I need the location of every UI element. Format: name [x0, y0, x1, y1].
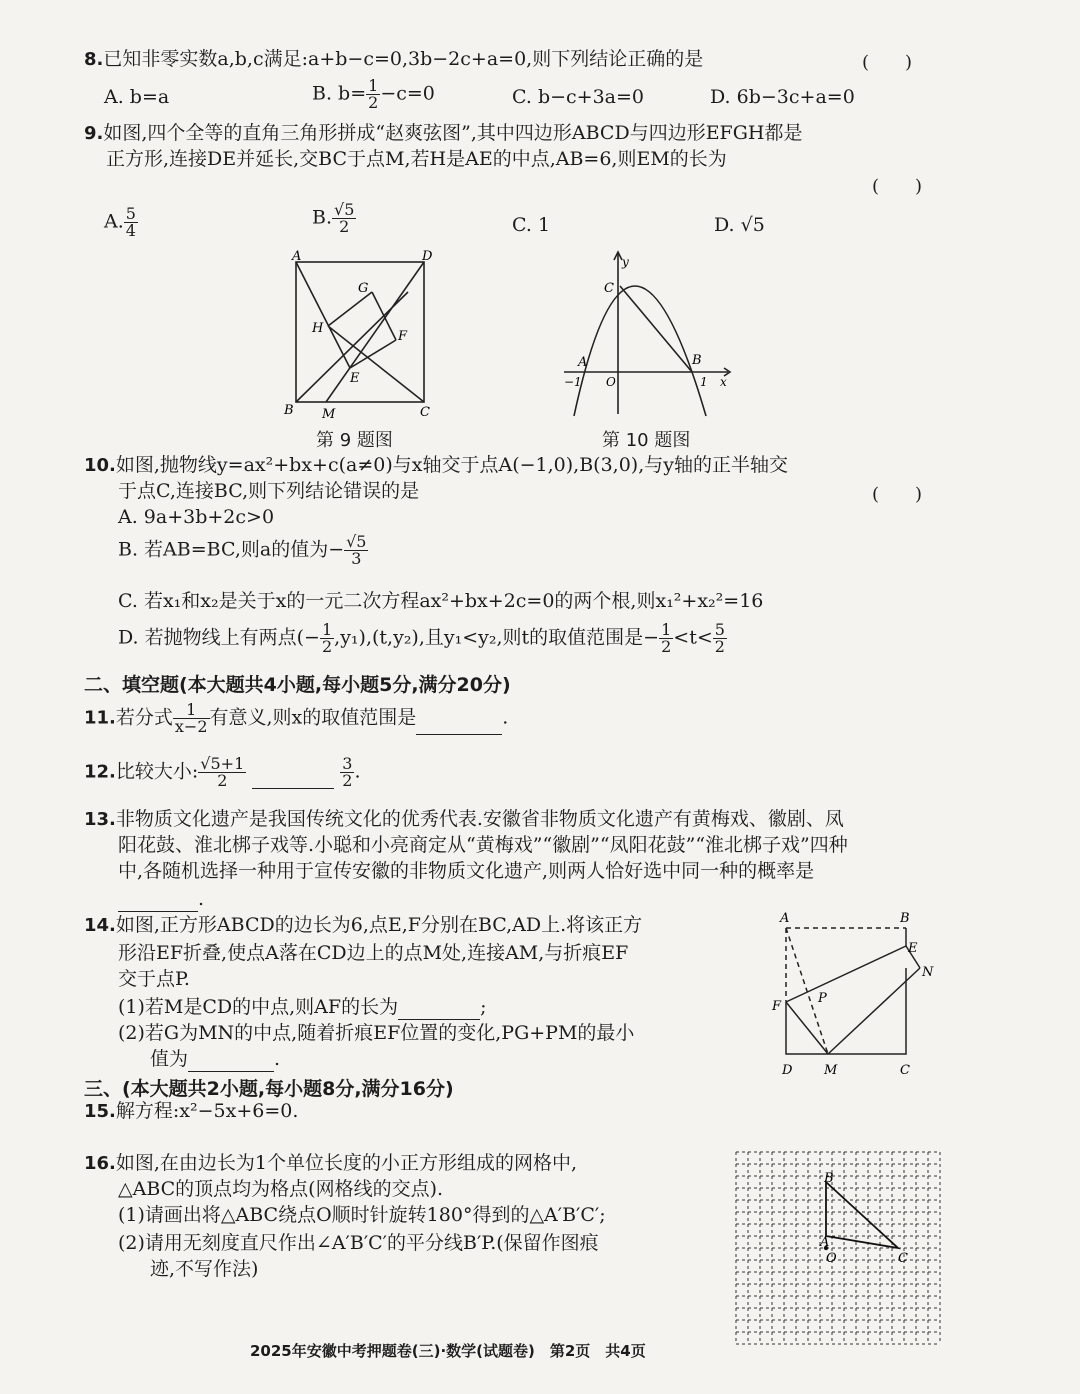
fig10-label-neg1: −1	[564, 375, 582, 389]
figure-14-diagram	[768, 906, 948, 1082]
frac-den: x−2	[174, 717, 208, 736]
q16-sub1: (1)请画出将△ABC绕点O顺时针旋转180°得到的△A′B′C′;	[118, 1204, 606, 1226]
fig9-label-a: A	[292, 249, 302, 264]
page-footer: 2025年安徽中考押题卷(三)·数学(试题卷) 第2页 共4页	[250, 1342, 646, 1360]
q16-sub2b: 迹,不写作法)	[150, 1258, 259, 1280]
q14-sub1	[118, 994, 487, 1020]
q8-option-d: D. 6b−3c+a=0	[710, 86, 855, 108]
fig9-label-d: D	[422, 249, 433, 264]
q14-sub2-end: .	[274, 1048, 281, 1070]
q9-line1-text: 如图,四个全等的直角三角形拼成“赵爽弦图”,其中四边形ABCD与四边形EFGH都是	[103, 122, 803, 144]
q10-option-d-frac1	[320, 622, 334, 655]
fig14-label-f: F	[772, 999, 782, 1014]
frac-num: √5	[334, 200, 355, 219]
frac-den: 2	[661, 637, 672, 656]
q8-option-b	[312, 78, 435, 111]
q14-sub2-answer-blank[interactable]	[188, 1051, 274, 1072]
q8-option-b-tail: −c=0	[380, 82, 435, 105]
fig10-label-a: A	[578, 355, 588, 370]
q13-line1-text: 非物质文化遗产是我国传统文化的优秀代表.安徽省非物质文化遗产有黄梅戏、徽剧、凤	[115, 808, 844, 830]
q12-frac2	[340, 756, 354, 789]
frac-den: 4	[125, 221, 136, 240]
figure-9-caption: 第 9 题图	[316, 430, 393, 451]
q9-option-b-label: B.	[312, 206, 333, 229]
frac-den: 2	[368, 93, 379, 112]
fig9-label-h: H	[312, 321, 324, 336]
parabola-curve	[574, 286, 706, 416]
q16-line1	[84, 1150, 577, 1177]
fig9-label-f: F	[398, 329, 408, 344]
fig14-label-m: M	[824, 1063, 838, 1078]
figure-10-caption: 第 10 题图	[602, 430, 691, 451]
frac-num: 1	[368, 76, 379, 95]
q10-option-d-part3: <t<	[673, 626, 713, 649]
q10-option-a: A. 9a+3b+2c>0	[118, 506, 275, 528]
frac-num: 5	[125, 204, 136, 223]
frac-num: 1	[321, 620, 333, 639]
fig9-label-e: E	[350, 371, 360, 386]
q13-line3: 中,各随机选择一种用于宣传安徽的非物质文化遗产,则两人恰好选中同一种的概率是	[118, 860, 815, 882]
q12	[84, 756, 361, 789]
q14-line2: 形沿EF折叠,使点A落在CD边上的点M处,连接AM,与折痕EF	[118, 942, 629, 964]
q9-option-d: D. √5	[714, 214, 765, 236]
q12-number: 12.	[84, 761, 116, 783]
q8-answer-paren: ( )	[862, 52, 913, 73]
q9-line2: 正方形,连接DE并延长,交BC于点M,若H是AE的中点,AB=6,则EM的长为	[106, 148, 727, 170]
q13-answer-blank[interactable]	[118, 893, 198, 912]
q16-line1-text: 如图,在由边长为1个单位长度的小正方形组成的网格中,	[115, 1152, 578, 1174]
figure-10-diagram	[560, 246, 750, 422]
fig16-label-a: A	[820, 1235, 830, 1250]
q11	[84, 702, 508, 735]
frac-den: 2	[198, 772, 246, 789]
triangle-abc	[826, 1182, 898, 1248]
figure-9-diagram	[270, 246, 450, 422]
fig10-label-x: x	[720, 375, 727, 389]
frac-den: 2	[332, 218, 356, 235]
q10-line2: 于点C,连接BC,则下列结论错误的是	[118, 480, 420, 502]
q9-option-a-frac	[124, 206, 138, 239]
frac-num: √5	[346, 532, 367, 551]
fig14-label-b: B	[900, 911, 910, 926]
q8-stem-text: 已知非零实数a,b,c满足:a+b−c=0,3b−2c+a=0,则下列结论正确的是	[103, 48, 704, 70]
frac-num: 3	[342, 754, 353, 773]
q10-option-d-part2: ,y₁),(t,y₂),且y₁<y₂,则t的取值范围是−	[334, 626, 660, 649]
q11-frac	[173, 702, 210, 735]
q9-line1	[84, 120, 803, 147]
q12-frac1	[198, 756, 246, 789]
q8-stem	[84, 46, 703, 73]
frac-num: 1	[186, 700, 197, 719]
q14-sub2b-text: 值为	[150, 1048, 189, 1070]
q10-option-c: C. 若x₁和x₂是关于x的一元二次方程ax²+bx+2c=0的两个根,则x₁²+x₂²=16	[118, 590, 764, 612]
q15	[84, 1098, 298, 1125]
segment-hg	[328, 292, 372, 326]
q10-line1	[84, 452, 788, 479]
frac-den: 3	[344, 550, 368, 567]
section-2-heading: 二、填空题(本大题共4小题,每小题5分,满分20分)	[84, 674, 511, 696]
q11-post: 有意义,则x的取值范围是	[209, 706, 417, 729]
frac-den: 2	[714, 637, 725, 656]
frac-num: 5	[714, 620, 725, 639]
q9-option-b	[312, 202, 356, 235]
segment-dm	[326, 262, 424, 402]
q8-option-a: A. b=a	[104, 86, 170, 108]
q12-pre: 比较大小:	[115, 760, 199, 783]
fig10-label-origin: O	[606, 375, 616, 389]
q8-option-b-text: B. b=	[312, 82, 367, 105]
q14-sub2b	[150, 1046, 280, 1072]
q13-line2: 阳花鼓、淮北梆子戏等.小聪和小亮商定从“黄梅戏”“徽剧”“凤阳花鼓”“淮北梆子戏”四种	[118, 834, 848, 856]
fig14-label-e: E	[908, 941, 918, 956]
q10-line1-text: 如图,抛物线y=ax²+bx+c(a≠0)与x轴交于点A(−1,0),B(3,0),与y轴的正半轴交	[115, 454, 788, 476]
frac-num: √5+1	[200, 754, 245, 773]
q10-option-b-text: B. 若AB=BC,则a的值为−	[118, 538, 345, 561]
q9-option-a-label: A.	[104, 210, 124, 233]
q10-option-b	[118, 534, 368, 567]
q9-option-c: C. 1	[512, 214, 551, 236]
fig14-label-n: N	[922, 965, 934, 980]
q9-number: 9.	[84, 123, 104, 144]
q9-answer-paren: ( )	[872, 176, 923, 197]
q9-option-a	[104, 206, 138, 239]
fig10-label-one: 1	[700, 375, 708, 389]
q14-sub1-answer-blank[interactable]	[398, 999, 480, 1020]
fig10-label-c: C	[604, 281, 614, 296]
segment-fm	[786, 1002, 828, 1054]
q16-sub2: (2)请用无刻度直尺作出∠A′B′C′的平分线B′P.(保留作图痕	[118, 1232, 599, 1254]
q13-answer	[118, 886, 204, 912]
fig14-label-a: A	[780, 911, 790, 926]
q11-number: 11.	[84, 707, 116, 729]
q16-number: 16.	[84, 1153, 116, 1174]
fig9-label-g: G	[358, 281, 369, 296]
q10-option-d	[118, 622, 727, 655]
fig9-label-b: B	[284, 403, 294, 418]
segment-hc	[328, 326, 424, 402]
q12-end: .	[354, 760, 361, 783]
q10-option-b-frac	[344, 534, 368, 567]
frac-den: 2	[342, 771, 353, 790]
q9-option-b-frac	[332, 202, 356, 235]
q11-pre: 若分式	[115, 706, 173, 729]
grid-lines	[736, 1152, 940, 1344]
fig16-label-c: C	[898, 1251, 908, 1266]
q8-number: 8.	[84, 49, 104, 70]
section-3-heading: 三、(本大题共2小题,每小题8分,满分16分)	[84, 1078, 454, 1100]
q8-option-c: C. b−c+3a=0	[512, 86, 645, 108]
fig14-label-d: D	[782, 1063, 793, 1078]
fig9-label-c: C	[420, 405, 430, 420]
fig10-label-b: B	[692, 353, 702, 368]
fig9-label-m: M	[322, 407, 336, 422]
fig14-label-p: P	[818, 991, 827, 1006]
q11-answer-blank[interactable]	[416, 714, 502, 735]
frac-num: 1	[661, 620, 672, 639]
q14-sub2: (2)若G为MN的中点,随着折痕EF位置的变化,PG+PM的最小	[118, 1022, 635, 1044]
fig16-label-b: B	[824, 1171, 834, 1186]
q14-line1	[84, 912, 642, 939]
q10-option-d-part1: D. 若抛物线上有两点(−	[118, 626, 320, 649]
segment-fe	[350, 340, 396, 368]
q16-line2: △ABC的顶点均为格点(网格线的交点).	[118, 1178, 444, 1200]
fig16-label-o: O	[826, 1251, 837, 1266]
q14-number: 14.	[84, 915, 116, 936]
q15-text: 解方程:x²−5x+6=0.	[115, 1100, 299, 1122]
fig10-label-y: y	[622, 255, 629, 269]
q12-answer-blank[interactable]	[252, 768, 334, 789]
fig14-label-c: C	[900, 1063, 910, 1078]
q10-answer-paren: ( )	[872, 484, 923, 505]
frac-den: 2	[321, 637, 333, 656]
q14-sub1-text: (1)若M是CD的中点,则AF的长为	[118, 996, 399, 1018]
figure-16-grid[interactable]	[732, 1148, 942, 1352]
crease-ef	[786, 946, 906, 1002]
q10-option-d-frac3	[713, 622, 727, 655]
segment-gf	[372, 292, 396, 340]
q8-option-b-frac	[366, 78, 380, 111]
q13-line1	[84, 806, 844, 833]
q14-sub1-end: ;	[480, 996, 487, 1018]
q13-number: 13.	[84, 809, 116, 830]
q14-line3: 交于点P.	[118, 968, 190, 990]
q13-end: .	[198, 888, 205, 910]
q11-end: .	[502, 706, 509, 729]
q10-number: 10.	[84, 455, 116, 476]
q14-line1-text: 如图,正方形ABCD的边长为6,点E,F分别在BC,AD上.将该正方	[115, 914, 643, 936]
q10-option-d-frac2	[659, 622, 673, 655]
q15-number: 15.	[84, 1101, 116, 1122]
